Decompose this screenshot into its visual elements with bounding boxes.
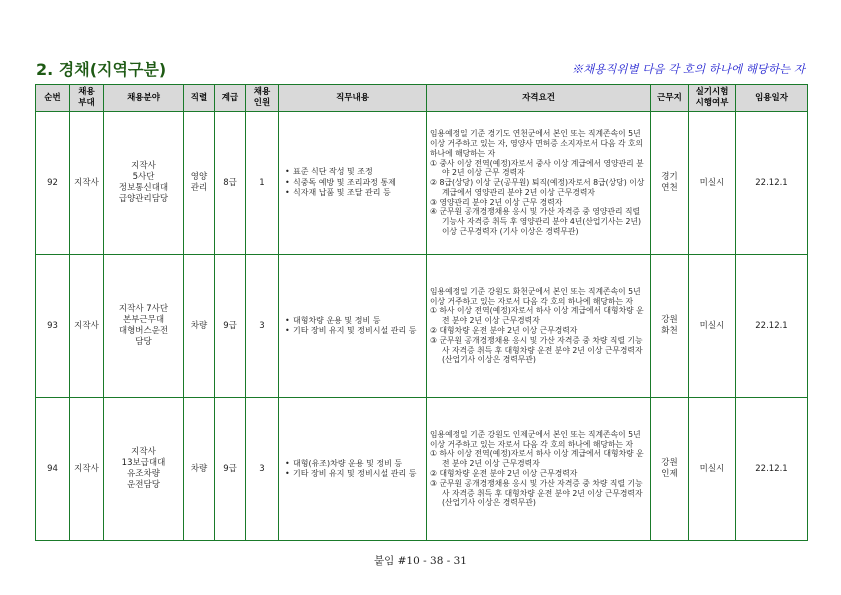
- count-cell: 3: [246, 398, 279, 541]
- header-cell: 채용 부대: [70, 85, 104, 112]
- qualification-item: ② 8급(상당) 이상 군(공무원) 퇴직(예정)자로서 8급(상당) 이상 계급에서 영양관리 분야 2년 이상 근무경력자: [430, 178, 645, 197]
- qualification-item: ② 대형차량 운전 분야 2년 이상 근무경력자: [430, 326, 578, 335]
- header-cell: 순번: [36, 85, 70, 112]
- location-cell: 경기 연천: [651, 112, 689, 255]
- qualification-item: ① 하사 이상 전역(예정)자로서 하사 이상 계급에서 대형차량 운전 분야 2년 이상 근무경력자: [430, 306, 644, 326]
- header-cell: 직무내용: [279, 85, 427, 112]
- qualification-intro: 임용예정일 기준 강원도 화천군에서 본인 또는 직계존속이 5년 이상 거주하고 있는 자로서 다음 각 호의 하나에 해당하는 자: [430, 286, 641, 306]
- practical-exam-cell: 미실시: [689, 398, 736, 541]
- duty-item: • 기타 장비 유지 및 정비시설 관리 등: [293, 469, 423, 480]
- appointment-date-cell: 22.12.1: [736, 255, 808, 398]
- header-cell: 실기시험 시행여부: [689, 85, 736, 112]
- section-title: 2. 경채(지역구분): [36, 60, 167, 79]
- table-header-row: [36, 85, 808, 112]
- field-cell: 지작사 5사단 정보통신대대 급양관리담당: [104, 112, 184, 255]
- practical-exam-cell: 미실시: [689, 255, 736, 398]
- duty-item: • 표준 식단 작성 및 조정: [293, 167, 423, 178]
- field-cell: 지작사 7사단 본부근무대 대형버스운전 담당: [104, 255, 184, 398]
- header-cell: 근무지: [651, 85, 689, 112]
- qualification-intro: 임용예정일 기준 강원도 인제군에서 본인 또는 직계존속이 5년 이상 거주하고 있는 자로서 다음 각 호의 하나에 해당하는 자: [430, 429, 641, 449]
- table-row: [36, 398, 808, 541]
- qualification-item: ① 하사 이상 전역(예정)자로서 하사 이상 계급에서 대형차량 운전 분야 2년 이상 근무경력자: [430, 449, 644, 469]
- series-cell: 차량: [184, 255, 215, 398]
- table-row: [36, 112, 808, 255]
- table-row: [36, 255, 808, 398]
- appointment-date-cell: 22.12.1: [736, 398, 808, 541]
- duty-item: • 식자재 납품 및 조달 관리 등: [293, 188, 423, 199]
- duty-item: • 대형(유조)차량 운용 및 정비 등: [293, 459, 423, 470]
- qualification-intro: 임용예정일 기준 경기도 연천군에서 본인 또는 직계존속이 5년 이상 거주하고 있는 자, 영양사 면허증 소지자로서 다음 각 호의 하나에 해당하는 자: [430, 129, 644, 158]
- location-cell: 강원 인제: [651, 398, 689, 541]
- header-cell: 직렬: [184, 85, 215, 112]
- qualification-item: ② 대형차량 운전 분야 2년 이상 근무경력자: [430, 469, 578, 478]
- qualification-cell: [427, 112, 651, 255]
- appointment-date-cell: 22.12.1: [736, 112, 808, 255]
- qualification-item: ③ 영양관리 분야 2년 이상 근무 경력자: [430, 197, 563, 207]
- qualification-cell: [427, 398, 651, 541]
- location-cell: 강원 화천: [651, 255, 689, 398]
- page-footer: 붙임 #10 - 38 - 31: [374, 555, 467, 567]
- field-cell: 지작사 13보급대대 유조차량 운전담당: [104, 398, 184, 541]
- header-cell: 계급: [215, 85, 246, 112]
- qualification-item: ① 중사 이상 전역(예정)자로서 중사 이상 계급에서 영양관리 분야 2년 이상 근무 경력자: [430, 158, 644, 178]
- duty-item: • 식중독 예방 및 조리과정 통제: [293, 178, 423, 189]
- series-cell: 차량: [184, 398, 215, 541]
- row-number: 93: [36, 255, 70, 398]
- duties-cell: [279, 112, 427, 255]
- duty-item: • 대형차량 운용 및 정비 등: [293, 316, 423, 327]
- qualification-item: ④ 군무원 공개경쟁채용 응시 및 가산 자격증 중 영양관리 직렬 기능사 자격증 취득 후 영양관리 분야 4년(산업기사는 2년) 이상 근무경력자 (기사 이상은 경력무관): [430, 207, 642, 237]
- qualification-cell: [427, 255, 651, 398]
- count-cell: 3: [246, 255, 279, 398]
- practical-exam-cell: 미실시: [689, 112, 736, 255]
- grade-cell: 8급: [215, 112, 246, 255]
- header-cell: 채용분야: [104, 85, 184, 112]
- unit-cell: 지작사: [70, 398, 104, 541]
- qualification-item: ③ 군무원 공개경쟁채용 응시 및 가산 자격증 중 차량 직렬 기능사 자격증 취득 후 대형차량 운전 분야 2년 이상 근무경력자(산업기사 이상은 경력무관): [430, 335, 643, 365]
- count-cell: 1: [246, 112, 279, 255]
- grade-cell: 9급: [215, 398, 246, 541]
- row-number: 94: [36, 398, 70, 541]
- duties-cell: [279, 398, 427, 541]
- section-note: ※채용직위별 다음 각 호의 하나에 해당하는 자: [571, 62, 805, 76]
- unit-cell: 지작사: [70, 112, 104, 255]
- series-cell: 영양 관리: [184, 112, 215, 255]
- row-number: 92: [36, 112, 70, 255]
- grade-cell: 9급: [215, 255, 246, 398]
- header-cell: 채용 인원: [246, 85, 279, 112]
- header-cell: 임용일자: [736, 85, 808, 112]
- header-cell: 자격요건: [427, 85, 651, 112]
- duties-cell: [279, 255, 427, 398]
- duty-item: • 기타 장비 유지 및 정비시설 관리 등: [293, 326, 423, 337]
- unit-cell: 지작사: [70, 255, 104, 398]
- recruitment-table: [35, 84, 808, 541]
- qualification-item: ③ 군무원 공개경쟁채용 응시 및 가산 자격증 중 차량 직렬 기능사 자격증 취득 후 대형차량 운전 분야 2년 이상 근무경력자(산업기사 이상은 경력무관): [430, 478, 643, 508]
